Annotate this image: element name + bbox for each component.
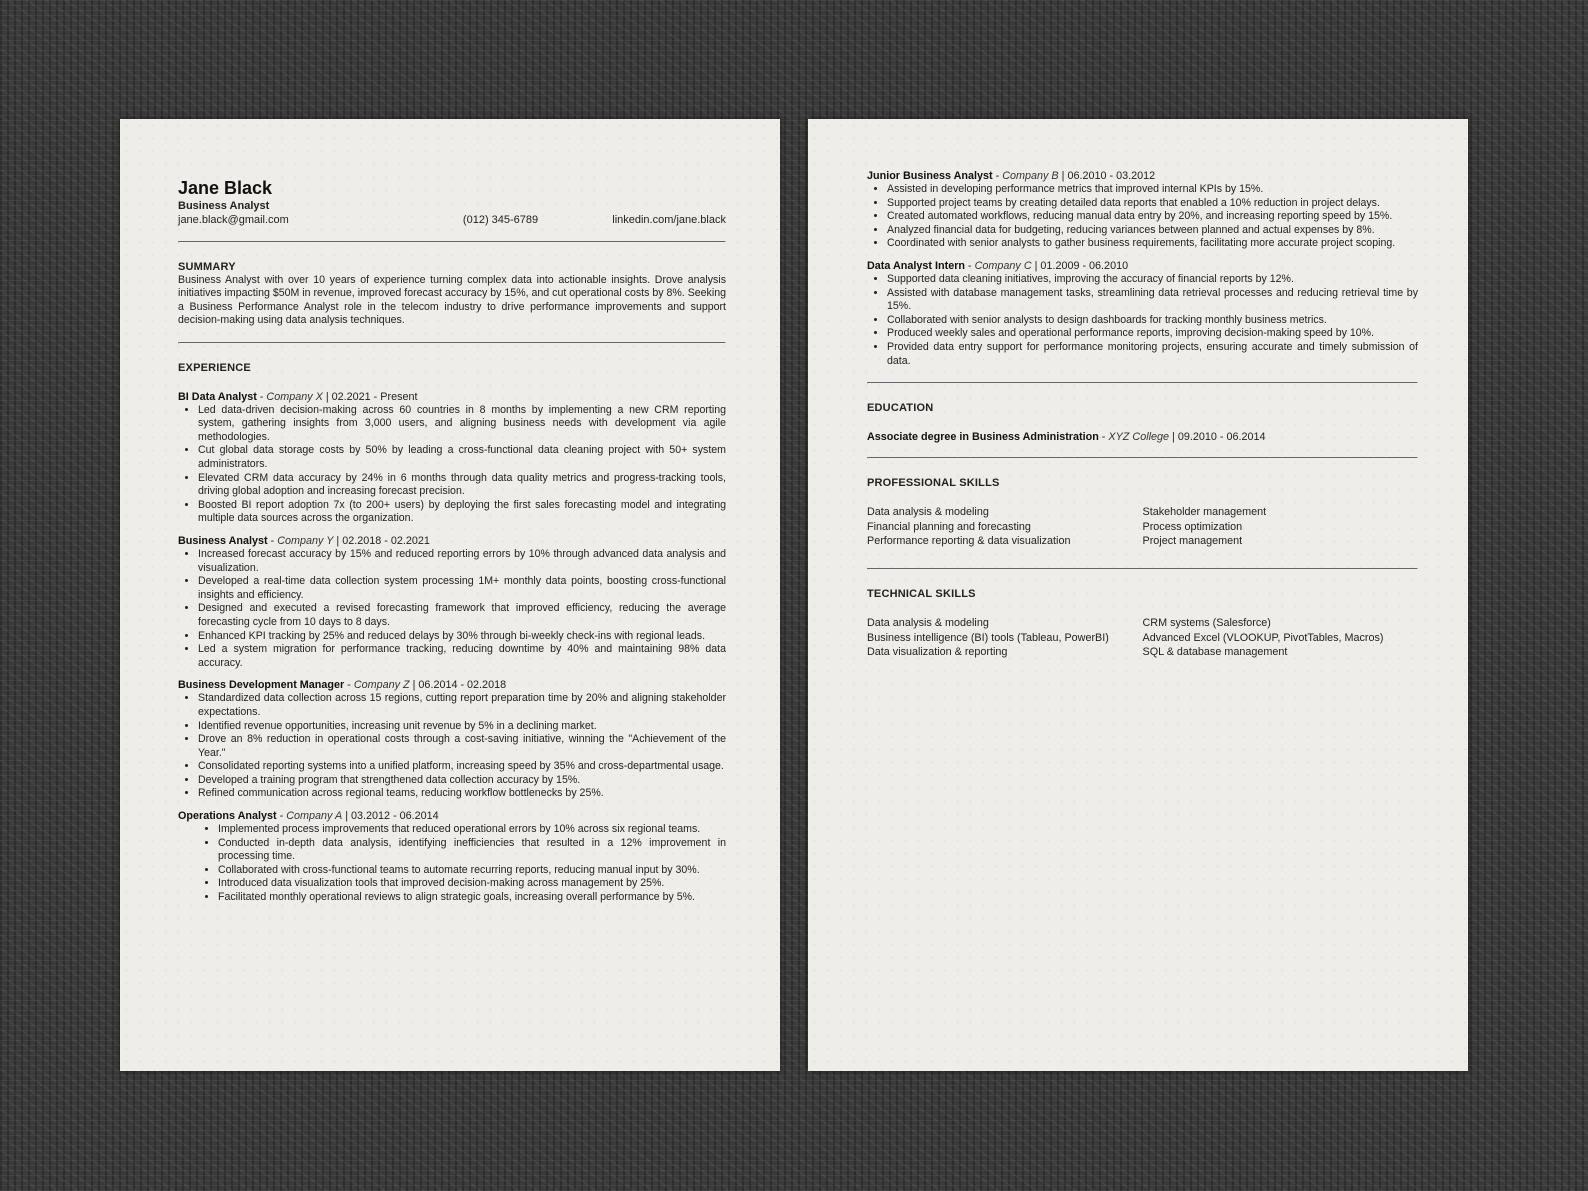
divider xyxy=(867,568,1418,570)
skills-column xyxy=(867,616,1143,660)
job-bullet: • Supported data cleaning initiatives, improving the accuracy of financial reports by 12%. xyxy=(887,273,1418,287)
divider xyxy=(867,382,1418,384)
job-bullet: • Standardized data collection across 15 regions, cutting report preparation time by 20% and aligning stakeholder expectations. xyxy=(198,692,726,719)
job-role: Business Analyst xyxy=(178,534,268,547)
divider xyxy=(178,241,726,243)
job-company: Company Y xyxy=(277,534,334,547)
job-bullets xyxy=(867,273,1418,368)
job-sep: - xyxy=(276,810,287,823)
job-heading xyxy=(867,169,1418,183)
job-bullet: • Implemented process improvements that reduced operational errors by 10% across six regional teams. xyxy=(218,823,726,837)
professional-skills-heading: PROFESSIONAL SKILLS xyxy=(867,477,1000,490)
job-bullet: • Enhanced KPI tracking by 25% and reduced delays by 30% through bi-weekly check-ins with regional leads. xyxy=(198,630,726,644)
job-bullet: • Identified revenue opportunities, increasing unit revenue by 5% in a declining market. xyxy=(198,720,726,734)
job-role: Junior Business Analyst xyxy=(867,170,993,182)
job-bullet: • Cut global data storage costs by 50% by leading a cross-functional data cleaning project with 50+ system administrators. xyxy=(198,444,726,471)
experience-heading: EXPERIENCE xyxy=(178,361,251,374)
job-heading xyxy=(178,678,726,692)
job-bullet: • Led a system migration for performance tracking, reducing downtime by 40% and maintaining 98% data accuracy. xyxy=(198,643,726,670)
resume-page-1 xyxy=(120,119,780,1071)
professional-skills-list xyxy=(867,505,1418,549)
job-dates: | 02.2018 - 02.2021 xyxy=(333,534,430,547)
job-bullet: • Developed a real-time data collection system processing 1M+ monthly data points, boosting cross-functional insights and efficiency. xyxy=(198,575,726,602)
job-sep: - xyxy=(992,170,1003,182)
job-bullet: • Boosted BI report adoption 7x (to 200+ users) by deploying the first sales forecasting model and integrating multiple data sources across the organization. xyxy=(198,499,726,526)
degree: Associate degree in Business Administration xyxy=(867,431,1099,444)
skills-column xyxy=(1143,505,1419,549)
job-bullet: • Assisted in developing performance metrics that improved internal KPIs by 15%. xyxy=(887,183,1418,197)
job-dates: | 06.2014 - 02.2018 xyxy=(409,679,507,692)
skill-item: Data analysis & modeling xyxy=(867,506,989,519)
job-entry xyxy=(178,809,726,905)
job-entry xyxy=(178,534,726,670)
job-bullets xyxy=(178,548,726,670)
job-bullet: • Produced weekly sales and operational performance reports, improving decision-making speed by 10%. xyxy=(887,327,1418,341)
job-sep: - xyxy=(344,679,354,692)
job-dates: | 03.2012 - 06.2014 xyxy=(342,810,439,823)
skill-item: CRM systems (Salesforce) xyxy=(1142,616,1271,629)
linkedin-text: linkedin.com/jane.black xyxy=(612,214,726,226)
job-entry xyxy=(867,259,1418,368)
job-bullet: • Created automated workflows, reducing manual data entry by 20%, and increasing reporting speed by 15%. xyxy=(887,210,1418,224)
job-bullet: • Analyzed financial data for budgeting, reducing variances between planned and actual expenses by 8%. xyxy=(887,224,1418,238)
job-bullet: • Drove an 8% reduction in operational costs through a cost-saving initiative, winning the "Achievement of the Year." xyxy=(198,733,726,760)
contact-row xyxy=(178,213,726,227)
job-bullet: • Provided data entry support for performance monitoring projects, ensuring accurate and timely submission of data. xyxy=(887,341,1418,368)
skill-item: Advanced Excel (VLOOKUP, PivotTables, Macros) xyxy=(1142,631,1384,644)
resume-page-2 xyxy=(808,119,1468,1071)
school: XYZ College xyxy=(1108,431,1170,444)
summary-text: Business Analyst with over 10 years of experience turning complex data into actionable insights. Drove analysis initiatives impacting $50M in revenue, improved forecast accuracy by 15%, and cut operational costs by 8%. Seeking a Business Performance Analyst role in the telecom industry to drive performance improvements and support decision-making using data analysis techniques. xyxy=(178,274,726,327)
education-entry xyxy=(867,430,1418,444)
job-sep: - xyxy=(256,390,267,403)
skill-item: Data visualization & reporting xyxy=(867,646,1008,659)
job-bullets xyxy=(178,692,726,801)
job-role: Operations Analyst xyxy=(178,810,277,823)
divider xyxy=(178,342,726,344)
email-text: jane.black@gmail.com xyxy=(178,214,289,226)
job-heading xyxy=(178,390,726,404)
candidate-name: Jane Black xyxy=(178,178,273,198)
technical-skills-heading: TECHNICAL SKILLS xyxy=(867,587,976,600)
skill-item: Stakeholder management xyxy=(1142,506,1267,519)
job-bullet: • Designed and executed a revised forecasting framework that improved efficiency, reducing the average forecasting cycle from 10 days to 8 days. xyxy=(198,602,726,629)
job-bullet: • Collaborated with senior analysts to design dashboards for tracking monthly business metrics. xyxy=(887,314,1418,328)
job-company: Company A xyxy=(286,810,343,823)
education-dates: | 09.2010 - 06.2014 xyxy=(1169,431,1266,444)
technical-skills-list xyxy=(867,616,1418,660)
job-bullets xyxy=(867,183,1418,251)
skill-item: Business intelligence (BI) tools (Tableau, PowerBI) xyxy=(867,631,1109,644)
divider xyxy=(867,457,1418,459)
job-bullet: • Assisted with database management tasks, streamlining data retrieval processes and reducing retrieval time by 15%. xyxy=(887,287,1418,314)
job-bullet: • Coordinated with senior analysts to gather business requirements, facilitating more accurate project scoping. xyxy=(887,237,1418,251)
phone-text: (012) 345-6789 xyxy=(462,214,539,226)
job-dates: | 06.2010 - 03.2012 xyxy=(1058,170,1156,182)
job-company: Company X xyxy=(266,390,323,403)
job-heading xyxy=(178,534,726,548)
job-dates: | 02.2021 - Present xyxy=(322,390,418,403)
job-bullet: • Refined communication across regional teams, reducing workflow bottlenecks by 25%. xyxy=(198,787,726,801)
job-sep: - xyxy=(267,534,278,547)
skill-item: Financial planning and forecasting xyxy=(867,520,1031,533)
job-role: Business Development Manager xyxy=(178,679,345,692)
job-sep: - xyxy=(965,259,975,272)
job-company: Company Z xyxy=(353,679,410,692)
job-bullet: • Conducted in-depth data analysis, identifying inefficiencies that resulted in a 12% improvement in processing time. xyxy=(218,837,726,864)
job-bullet: • Facilitated monthly operational reviews to align strategic goals, increasing overall performance by 5%. xyxy=(218,891,726,905)
job-bullet: • Elevated CRM data accuracy by 24% in 6 months through data quality metrics and progress-tracking tools, driving global adoption and increasing forecast precision. xyxy=(198,472,726,499)
skill-item: SQL & database management xyxy=(1142,646,1288,659)
skills-column xyxy=(867,505,1143,549)
job-bullet: • Introduced data visualization tools that improved decision-making across management by 25%. xyxy=(218,877,726,891)
job-bullet: • Collaborated with cross-functional teams to automate recurring reports, reducing manual input by 30%. xyxy=(218,864,726,878)
job-bullet: • Consolidated reporting systems into a unified platform, increasing speed by 35% and cross-departmental usage. xyxy=(198,760,726,774)
job-heading xyxy=(178,809,726,823)
job-entry xyxy=(178,678,726,801)
job-bullet: • Developed a training program that strengthened data collection accuracy by 15%. xyxy=(198,774,726,788)
skill-item: Project management xyxy=(1142,535,1243,548)
job-bullets xyxy=(178,404,726,526)
skills-column xyxy=(1143,616,1419,660)
job-company: Company C xyxy=(974,259,1032,272)
job-role: BI Data Analyst xyxy=(178,390,257,403)
job-company: Company B xyxy=(1002,170,1059,182)
job-entry xyxy=(867,169,1418,251)
job-bullets xyxy=(178,823,726,905)
education-sep: - xyxy=(1098,431,1109,444)
summary-heading: SUMMARY xyxy=(178,261,236,273)
candidate-title: Business Analyst xyxy=(178,200,270,212)
job-bullet: • Supported project teams by creating detailed data reports that enabled a 10% reduction in project delays. xyxy=(887,197,1418,211)
skill-item: Performance reporting & data visualization xyxy=(867,535,1071,548)
skill-item: Process optimization xyxy=(1142,520,1243,533)
job-role: Data Analyst Intern xyxy=(867,259,965,272)
job-entry xyxy=(178,390,726,526)
job-bullet: • Increased forecast accuracy by 15% and reduced reporting errors by 10% through advanced data analysis and visualization. xyxy=(198,548,726,575)
education-heading: EDUCATION xyxy=(867,402,934,415)
job-heading xyxy=(867,259,1418,273)
job-bullet: • Led data-driven decision-making across 60 countries in 8 months by implementing a new CRM reporting system, gathering insights from 3,000 users, and aligning business needs with development via agile methodologies. xyxy=(198,404,726,445)
job-dates: | 01.2009 - 06.2010 xyxy=(1031,259,1129,272)
skill-item: Data analysis & modeling xyxy=(867,616,989,629)
